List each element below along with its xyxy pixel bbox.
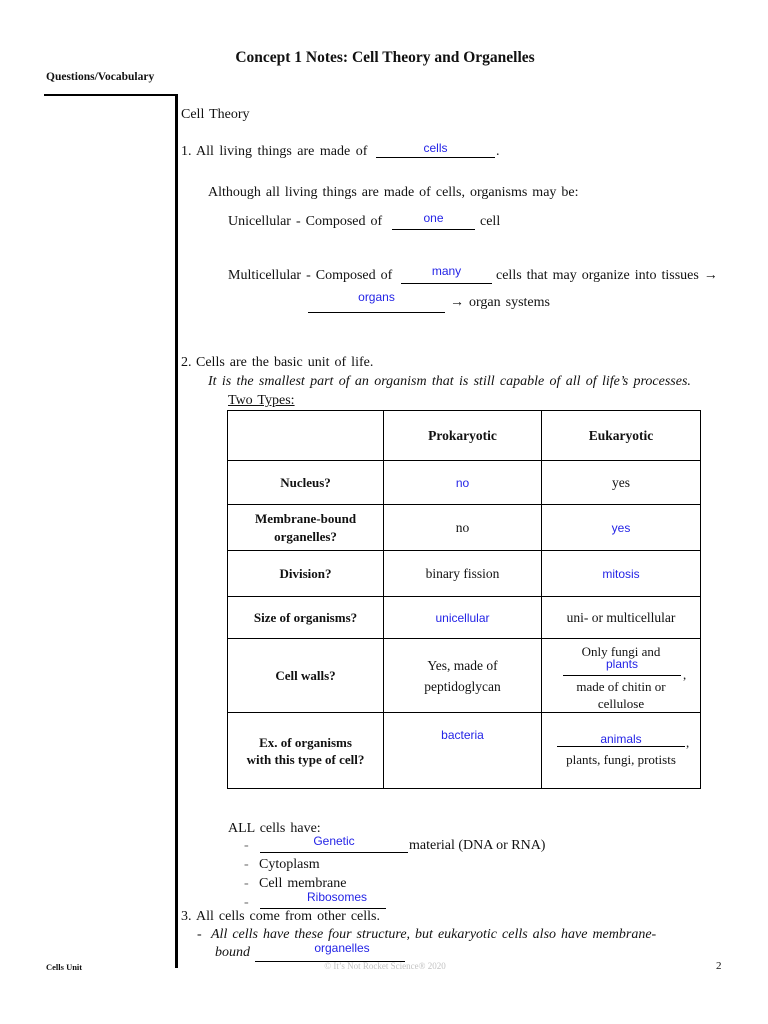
cell-text: plants, fungi, protists xyxy=(566,752,676,767)
table-cell-prokaryotic xyxy=(384,597,542,639)
unicellular-text: Unicellular - Composed of xyxy=(228,214,383,229)
cell-text: uni- or multicellular xyxy=(566,609,676,625)
answer-text: plants xyxy=(605,657,639,671)
answer-blank xyxy=(392,229,475,230)
table-row-label xyxy=(228,597,384,639)
answer-blank xyxy=(376,157,495,158)
footer-copyright: © It’s Not Rocket Science® 2020 xyxy=(324,961,446,971)
list-marker: - xyxy=(244,857,249,872)
table-cell-prokaryotic xyxy=(384,551,542,597)
row-label-text: Membrane-bound organelles? xyxy=(254,510,357,544)
cue-column-top-rule xyxy=(44,94,178,96)
table-cell-prokaryotic xyxy=(384,713,542,789)
answer-blank xyxy=(308,312,445,313)
table-cell-prokaryotic xyxy=(384,505,542,551)
table-row-label xyxy=(228,461,384,505)
point2-text: Cells are the basic unit of life. xyxy=(196,355,374,370)
point-number: 2. xyxy=(181,355,192,370)
list-marker: - xyxy=(244,838,249,853)
header-text: Prokaryotic xyxy=(428,427,497,443)
row-label-text: Ex. of organisms with this type of cell? xyxy=(246,734,365,767)
table-cell-eukaryotic xyxy=(542,713,701,789)
list-item-text: material (DNA or RNA) xyxy=(409,838,546,853)
point3-subtext-line1: All cells have these four structure, but eukaryotic cells also have membrane- xyxy=(211,927,657,942)
table-corner-cell xyxy=(228,411,384,461)
point2-detail: It is the smallest part of an organism that is still capable of all of life’s processes. xyxy=(208,374,691,389)
table-row-label xyxy=(228,551,384,597)
answer-text: mitosis xyxy=(602,566,640,581)
table-header-prokaryotic xyxy=(384,411,542,461)
page-title: Concept 1 Notes: Cell Theory and Organelles xyxy=(235,49,535,66)
unicellular-after: cell xyxy=(480,214,501,229)
answer-text: yes xyxy=(611,520,631,535)
answer-text: unicellular xyxy=(435,610,490,625)
answer-text: bacteria xyxy=(441,728,484,742)
table-row-label xyxy=(228,713,384,789)
cell-text: Only fungi and xyxy=(581,644,661,659)
cell-types-table xyxy=(227,410,701,789)
cell-text: no xyxy=(455,519,470,535)
answer-text: cells xyxy=(423,141,448,155)
all-cells-heading: ALL cells have: xyxy=(228,821,321,836)
cell-comma: , xyxy=(683,667,687,682)
answer-text: no xyxy=(455,475,470,490)
list-marker: - xyxy=(197,927,202,942)
table-header-eukaryotic xyxy=(542,411,701,461)
answer-blank xyxy=(401,283,492,284)
cell-text: yes xyxy=(612,474,630,490)
page-number: 2 xyxy=(716,960,722,972)
answer-text: one xyxy=(423,211,444,225)
list-item-text: Cytoplasm xyxy=(259,857,320,872)
table-row-label xyxy=(228,639,384,713)
table-cell-prokaryotic xyxy=(384,639,542,713)
footer-unit-label: Cells Unit xyxy=(46,962,83,972)
table-cell-eukaryotic xyxy=(542,505,701,551)
cell-comma: , xyxy=(686,735,690,750)
header-text: Eukaryotic xyxy=(588,427,654,443)
row-label-text: Nucleus? xyxy=(280,474,331,490)
table-cell-eukaryotic xyxy=(542,597,701,639)
cell-text: binary fission xyxy=(425,565,500,581)
point-number: 3. xyxy=(181,909,192,924)
answer-text: many xyxy=(431,264,462,278)
table-cell-prokaryotic xyxy=(384,461,542,505)
section-heading-cell-theory: Cell Theory xyxy=(181,107,250,122)
answer-blank xyxy=(557,746,685,747)
questions-vocabulary-heading: Questions/Vocabulary xyxy=(46,71,155,83)
answer-text: organelles xyxy=(314,941,370,955)
cell-text: Yes, made of peptidoglycan xyxy=(424,657,501,694)
table-cell-eukaryotic xyxy=(542,639,701,713)
answer-blank xyxy=(260,852,408,853)
point-number: 1. xyxy=(181,144,192,159)
table-cell-eukaryotic xyxy=(542,461,701,505)
table-cell-eukaryotic xyxy=(542,551,701,597)
list-marker: - xyxy=(244,876,249,891)
row-label-text: Cell walls? xyxy=(275,667,336,683)
row-label-text: Size of organisms? xyxy=(253,609,358,625)
list-marker: - xyxy=(244,895,249,910)
table-row-label xyxy=(228,505,384,551)
answer-text: organs xyxy=(358,290,395,304)
multicellular-text: Multicellular - Composed of xyxy=(228,268,393,283)
multicellular-after: cells that may organize into tissues → xyxy=(496,268,718,283)
cue-column-divider xyxy=(175,94,178,968)
list-item-text: Cell membrane xyxy=(259,876,347,891)
point3-subtext-line2: bound xyxy=(215,945,250,960)
answer-text: Genetic xyxy=(313,834,355,848)
two-types-label: Two Types: xyxy=(228,393,295,408)
row-label-text: Division? xyxy=(279,565,332,581)
answer-text: animals xyxy=(600,732,642,746)
point1-end: . xyxy=(496,144,500,159)
cell-text: made of chitin or xyxy=(576,679,666,694)
organisms-intro: Although all living things are made of cells, organisms may be: xyxy=(208,185,579,200)
answer-text: Ribosomes xyxy=(306,890,368,904)
point3-text: All cells come from other cells. xyxy=(196,909,380,924)
point1-text: All living things are made of xyxy=(196,144,368,159)
cell-text: cellulose xyxy=(597,696,645,711)
answer-blank xyxy=(563,675,681,676)
multicellular-after2: → organ systems xyxy=(450,295,550,310)
